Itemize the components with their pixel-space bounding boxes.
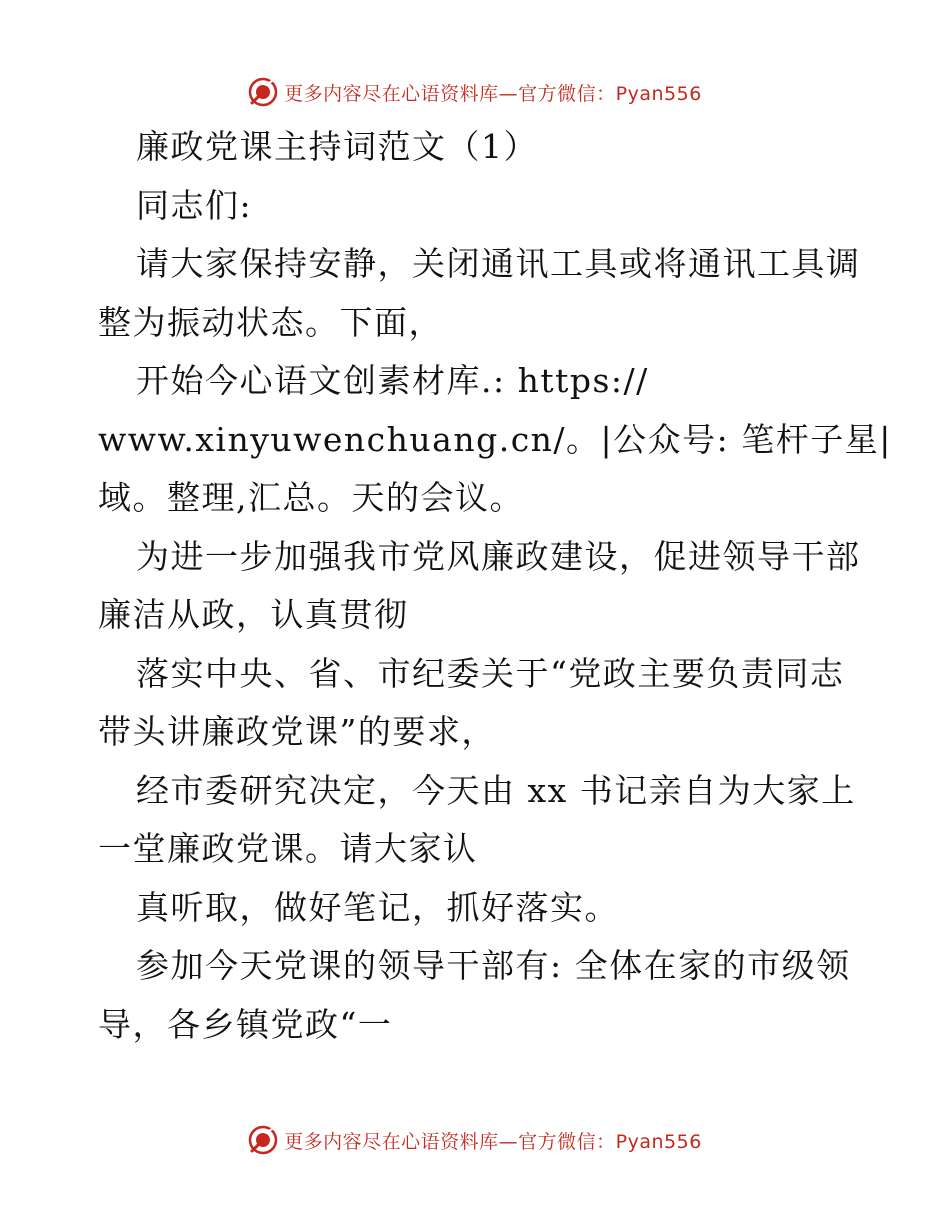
body-line: 域。整理,汇总。天的会议。 [98,478,524,517]
body-line: 一堂廉政党课。请大家认 [98,829,478,868]
watermark-header [0,72,950,112]
pen-logo-icon [248,1125,278,1155]
body-line: 经市委研究决定，今天由 xx 书记亲自为大家上 [136,770,856,810]
watermark-text [284,79,702,106]
watermark-label: 更多内容尽在心语资料库—官方微信： [284,82,616,105]
document-body [98,118,892,1054]
body-line: 落实中央、省、市纪委关于“党政主要负责同志 [136,653,845,693]
body-line: 参加今天党课的领导干部有: 全体在家的市级领 [136,946,851,985]
body-line: 为进一步加强我市党风廉政建设，促进领导干部 [136,536,861,576]
document-title: 廉政党课主持词范文（1） [136,127,538,166]
body-line: 开始今心语文创素材库.: https:// [136,361,649,400]
body-line: 整为振动状态。下面， [98,302,443,342]
pen-logo-icon [248,77,278,107]
body-line: 导，各乡镇党政“一 [98,1004,393,1044]
watermark-wechat-id: Pyan556 [615,1130,702,1153]
watermark-label: 更多内容尽在心语资料库—官方微信： [284,1130,616,1153]
watermark-text [284,1127,702,1154]
body-line: 请大家保持安静，关闭通讯工具或将通讯工具调 [136,244,861,283]
body-line: www.xinyuwenchuang.cn/。|公众号: 笔杆子星| [98,419,892,459]
watermark-footer [0,1120,950,1160]
body-line: 廉洁从政，认真贯彻 [98,595,409,634]
salutation: 同志们: [136,185,253,225]
watermark-wechat-id: Pyan556 [615,82,702,105]
body-line: 带头讲廉政党课”的要求， [98,712,496,751]
body-line: 真听取，做好笔记，抓好落实。 [136,887,619,927]
